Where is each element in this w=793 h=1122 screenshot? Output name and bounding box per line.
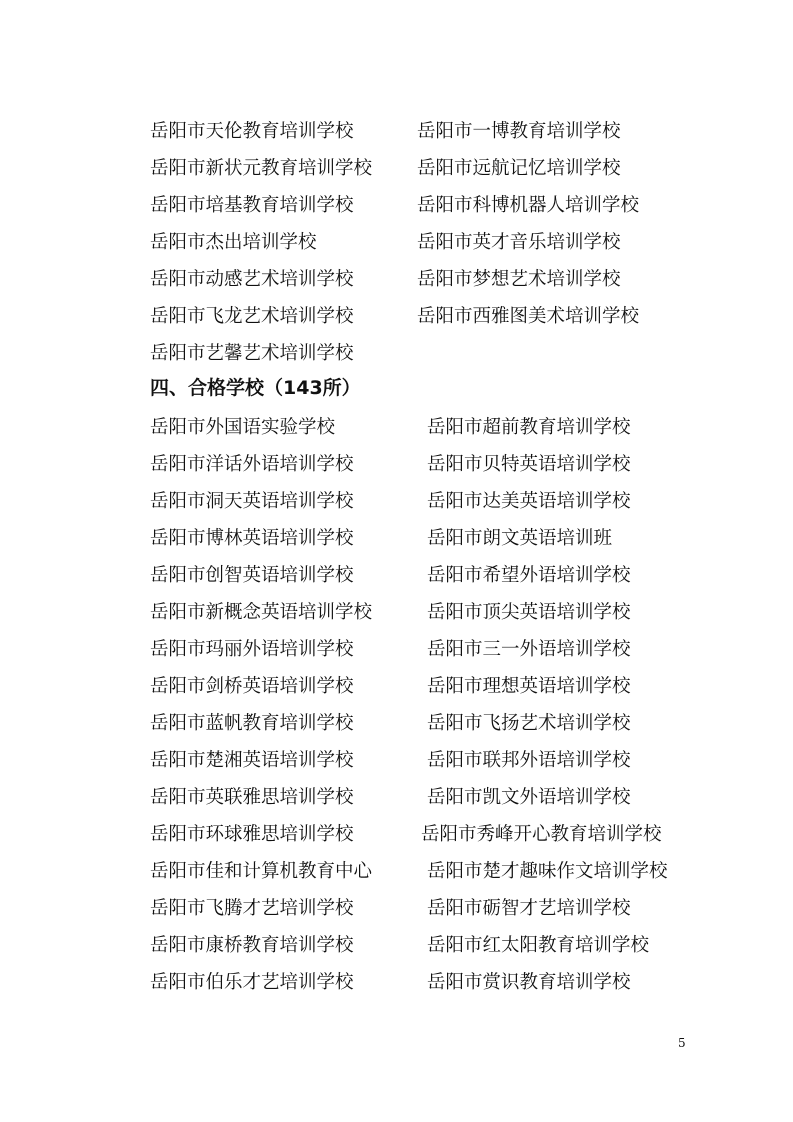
list-row	[0, 154, 793, 184]
list-row	[0, 746, 793, 776]
school-name-left: 岳阳市天伦教育培训学校	[150, 121, 354, 142]
school-name-left: 岳阳市创智英语培训学校	[150, 565, 354, 586]
list-row	[0, 783, 793, 813]
list-row	[0, 672, 793, 702]
school-name-right: 岳阳市联邦外语培训学校	[427, 750, 631, 771]
list-row	[0, 413, 793, 443]
school-name-left: 岳阳市动感艺术培训学校	[150, 269, 354, 290]
school-name-right: 岳阳市科博机器人培训学校	[417, 195, 640, 216]
list-row	[0, 191, 793, 221]
list-row	[0, 561, 793, 591]
school-name-right: 岳阳市朗文英语培训班	[427, 528, 613, 549]
list-row	[0, 265, 793, 295]
school-name-right: 岳阳市希望外语培训学校	[427, 565, 631, 586]
school-name-left: 岳阳市飞龙艺术培训学校	[150, 306, 354, 327]
school-name-left: 岳阳市剑桥英语培训学校	[150, 676, 354, 697]
list-row	[0, 709, 793, 739]
list-row	[0, 857, 793, 887]
school-name-left: 岳阳市杰出培训学校	[150, 232, 317, 253]
school-name-left: 岳阳市新概念英语培训学校	[150, 602, 373, 623]
school-name-left: 岳阳市楚湘英语培训学校	[150, 750, 354, 771]
list-row	[0, 117, 793, 147]
list-row	[0, 450, 793, 480]
school-name-left: 岳阳市蓝帆教育培训学校	[150, 713, 354, 734]
school-name-right: 岳阳市远航记忆培训学校	[417, 158, 621, 179]
school-name-right: 岳阳市凯文外语培训学校	[427, 787, 631, 808]
school-name-left: 岳阳市外国语实验学校	[150, 417, 336, 438]
list-row	[0, 524, 793, 554]
list-row	[0, 968, 793, 998]
school-name-left: 岳阳市康桥教育培训学校	[150, 935, 354, 956]
school-name-left: 岳阳市博林英语培训学校	[150, 528, 354, 549]
list-row	[0, 487, 793, 517]
school-name-left: 岳阳市环球雅思培训学校	[150, 824, 354, 845]
school-name-right: 岳阳市三一外语培训学校	[427, 639, 631, 660]
list-row	[0, 598, 793, 628]
school-name-right: 岳阳市赏识教育培训学校	[427, 972, 631, 993]
school-name-right: 岳阳市英才音乐培训学校	[417, 232, 621, 253]
list-row	[0, 635, 793, 665]
list-row	[0, 931, 793, 961]
school-name-right: 岳阳市贝特英语培训学校	[427, 454, 631, 475]
list-row	[0, 339, 793, 369]
school-name-right: 岳阳市西雅图美术培训学校	[417, 306, 640, 327]
school-name-left: 岳阳市艺馨艺术培训学校	[150, 343, 354, 364]
school-name-right: 岳阳市飞扬艺术培训学校	[427, 713, 631, 734]
school-name-left: 岳阳市玛丽外语培训学校	[150, 639, 354, 660]
school-name-left: 岳阳市佳和计算机教育中心	[150, 861, 373, 882]
school-name-left: 岳阳市飞腾才艺培训学校	[150, 898, 354, 919]
school-name-right: 岳阳市达美英语培训学校	[427, 491, 631, 512]
school-name-right: 岳阳市楚才趣味作文培训学校	[427, 861, 668, 882]
school-name-left: 岳阳市伯乐才艺培训学校	[150, 972, 354, 993]
school-name-right: 岳阳市超前教育培训学校	[427, 417, 631, 438]
list-row	[0, 228, 793, 258]
school-name-left: 岳阳市洋话外语培训学校	[150, 454, 354, 475]
page-number: 5	[678, 1036, 686, 1050]
school-name-right: 岳阳市一博教育培训学校	[417, 121, 621, 142]
school-name-right: 岳阳市理想英语培训学校	[427, 676, 631, 697]
list-row	[0, 820, 793, 850]
section-heading-qualified: 四、合格学校（143所）	[150, 377, 361, 399]
school-name-left: 岳阳市英联雅思培训学校	[150, 787, 354, 808]
school-name-left: 岳阳市新状元教育培训学校	[150, 158, 373, 179]
school-name-right: 岳阳市秀峰开心教育培训学校	[421, 824, 662, 845]
list-row	[0, 894, 793, 924]
school-name-right: 岳阳市顶尖英语培训学校	[427, 602, 631, 623]
school-name-right: 岳阳市砺智才艺培训学校	[427, 898, 631, 919]
school-name-left: 岳阳市洞天英语培训学校	[150, 491, 354, 512]
school-name-right: 岳阳市红太阳教育培训学校	[427, 935, 650, 956]
school-name-left: 岳阳市培基教育培训学校	[150, 195, 354, 216]
school-name-right: 岳阳市梦想艺术培训学校	[417, 269, 621, 290]
list-row	[0, 302, 793, 332]
